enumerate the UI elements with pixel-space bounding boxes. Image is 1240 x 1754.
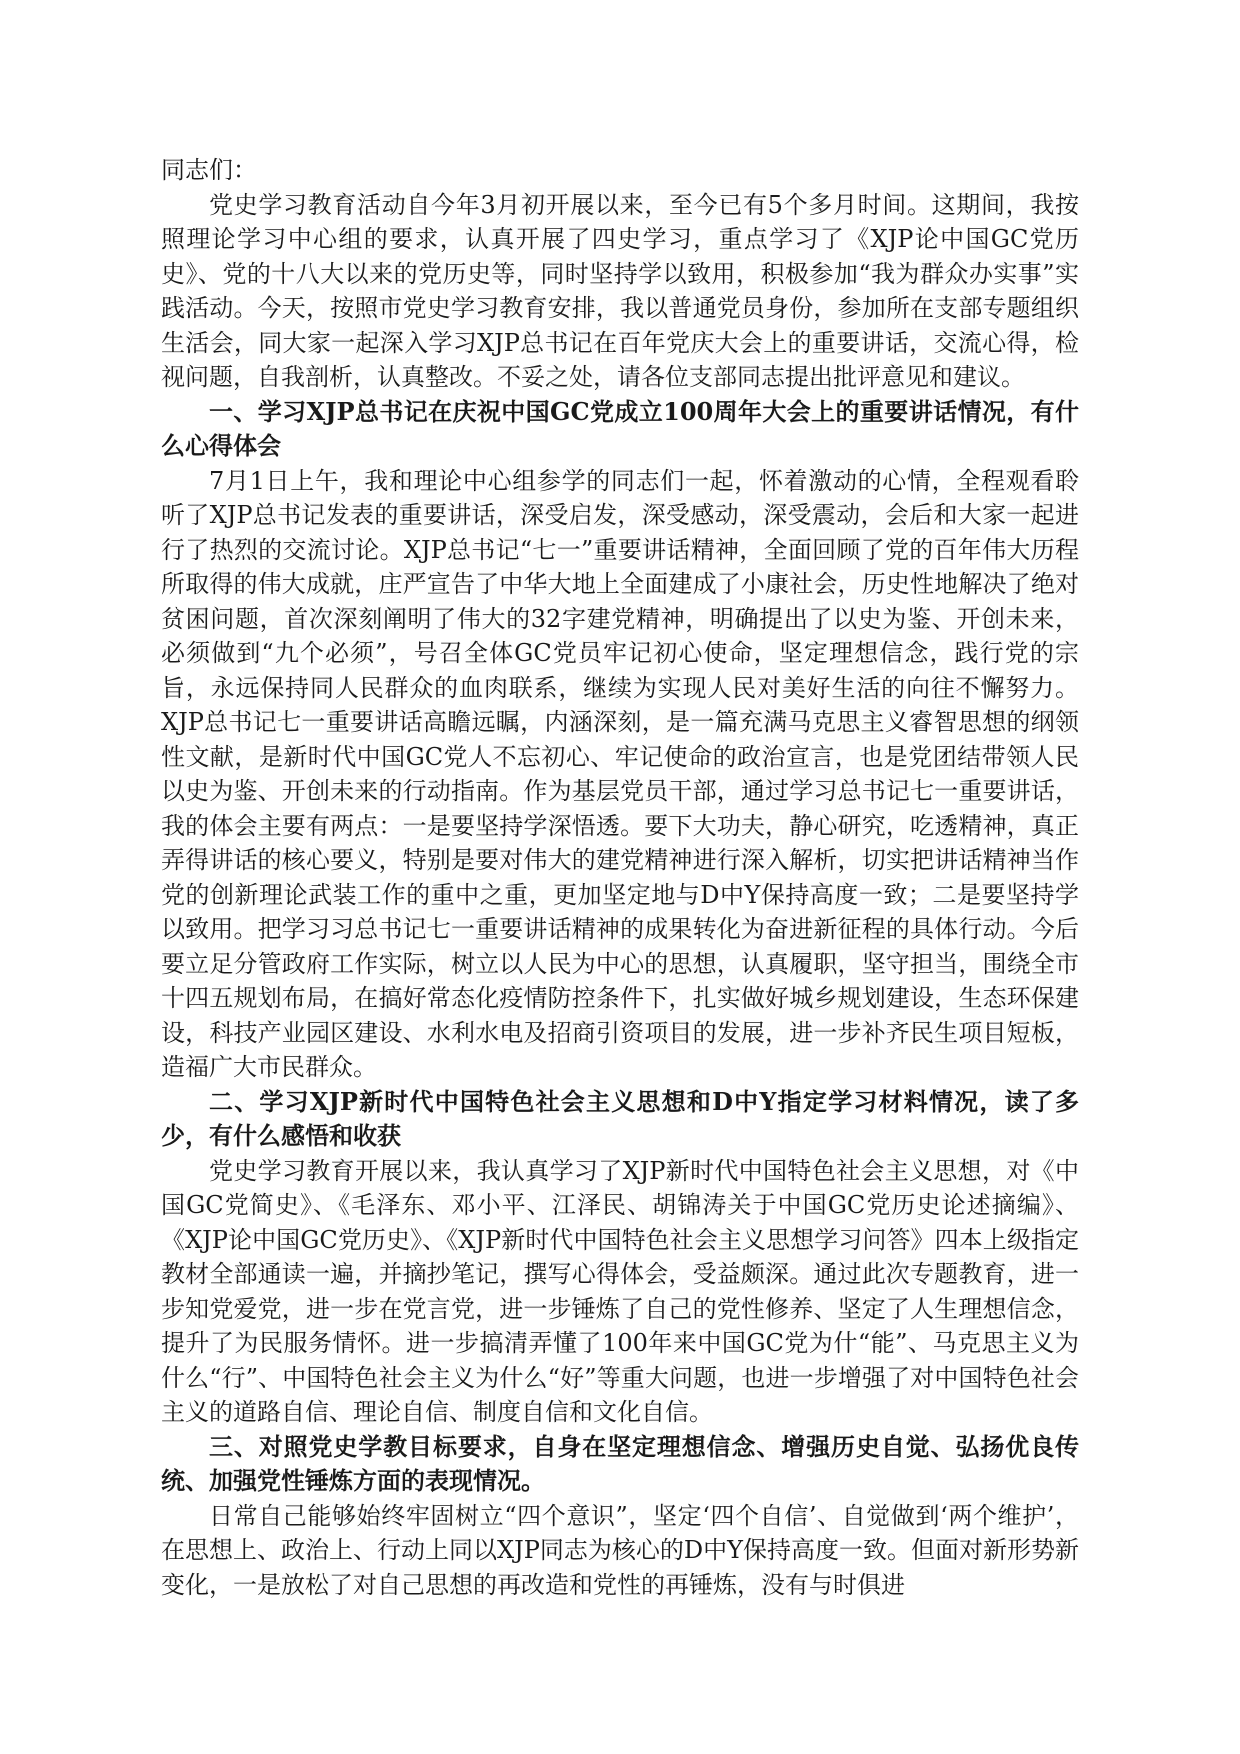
- section-3-heading: 三、对照党史学教目标要求，自身在坚定理想信念、增强历史自觉、弘扬优良传统、加强党性锤炼方面的表现情况。: [161, 1431, 1079, 1495]
- section-1-heading: 一、学习XJP总书记在庆祝中国GC党成立100周年大会上的重要讲话情况，有什么心得体会: [161, 396, 1079, 460]
- intro-paragraph: 党史学习教育活动自今年3月初开展以来，至今已有5个多月时间。这期间，我按照理论学习中心组的要求，认真开展了四史学习，重点学习了《XJP论中国GC党历史》、党的十八大以来的党历史等，同时坚持学以致用，积极参加“我为群众办实事”实践活动。今天，按照市党史学习教育安排，我以普通党员身份，参加所在支部专题组织生活会，同大家一起深入学习XJP总书记在百年党庆大会上的重要讲话，交流心得，检视问题，自我剖析，认真整改。不妥之处，请各位支部同志提出批评意见和建议。: [161, 190, 1079, 391]
- section-2-body: 党史学习教育开展以来，我认真学习了XJP新时代中国特色社会主义思想，对《中国GC党简史》、《毛泽东、邓小平、江泽民、胡锦涛关于中国GC党历史论述摘编》、《XJP论中国GC党历史》、《XJP新时代中国特色社会主义思想学习问答》四本上级指定教材全部通读一遍，并摘抄笔记，撰写心得体会，受益颇深。通过此次专题教育，进一步知党爱党，进一步在党言党，进一步锤炼了自己的党性修养、坚定了人生理想信念，提升了为民服务情怀。进一步搞清弄懂了100年来中国GC党为什“能”、马克思主义为什么“行”、中国特色社会主义为什么“好”等重大问题，也进一步增强了对中国特色社会主义的道路自信、理论自信、制度自信和文化自信。: [161, 1156, 1079, 1426]
- section-1-body: 7月1日上午，我和理论中心组参学的同志们一起，怀着激动的心情，全程观看聆听了XJP总书记发表的重要讲话，深受启发，深受感动，深受震动，会后和大家一起进行了热烈的交流讨论。XJP总书记“七一”重要讲话精神，全面回顾了党的百年伟大历程所取得的伟大成就，庄严宣告了中华大地上全面建成了小康社会，历史性地解决了绝对贫困问题，首次深刻阐明了伟大的32字建党精神，明确提出了以史为鉴、开创未来，必须做到“九个必须”，号召全体GC党员牢记初心使命，坚定理想信念，践行党的宗旨，永远保持同人民群众的血肉联系，继续为实现人民对美好生活的向往不懈努力。XJP总书记七一重要讲话高瞻远瞩，内涵深刻，是一篇充满马克思主义睿智思想的纲领性文献，是新时代中国GC党人不忘初心、牢记使命的政治宣言，也是党团结带领人民以史为鉴、开创未来的行动指南。作为基层党员干部，通过学习总书记七一重要讲话，我的体会主要有两点：一是要坚持学深悟透。要下大功夫，静心研究，吃透精神，真正弄得讲话的核心要义，特别是要对伟大的建党精神进行深入解析，切实把讲话精神当作党的创新理论武装工作的重中之重，更加坚定地与D中Y保持高度一致；二是要坚持学以致用。把学习习总书记七一重要讲话精神的成果转化为奋进新征程的具体行动。今后要立足分管政府工作实际，树立以人民为中心的思想，认真履职，坚守担当，围绕全市十四五规划布局，在搞好常态化疫情防控条件下，扎实做好城乡规划建设，生态环保建设，科技产业园区建设、水利水电及招商引资项目的发展，进一步补齐民生项目短板，造福广大市民群众。: [161, 466, 1079, 1081]
- section-3-body: 日常自己能够始终牢固树立“四个意识”，坚定‘四个自信’、自觉做到‘两个维护’，在思想上、政治上、行动上同以XJP同志为核心的D中Y保持高度一致。但面对新形势新变化，一是放松了对自己思想的再改造和党性的再锤炼，没有与时俱进: [161, 1501, 1079, 1599]
- section-2-heading: 二、学习XJP新时代中国特色社会主义思想和D中Y指定学习材料情况，读了多少，有什么感悟和收获: [161, 1086, 1079, 1150]
- document-body: [161, 153, 1079, 1602]
- salutation: 同志们：: [161, 156, 257, 184]
